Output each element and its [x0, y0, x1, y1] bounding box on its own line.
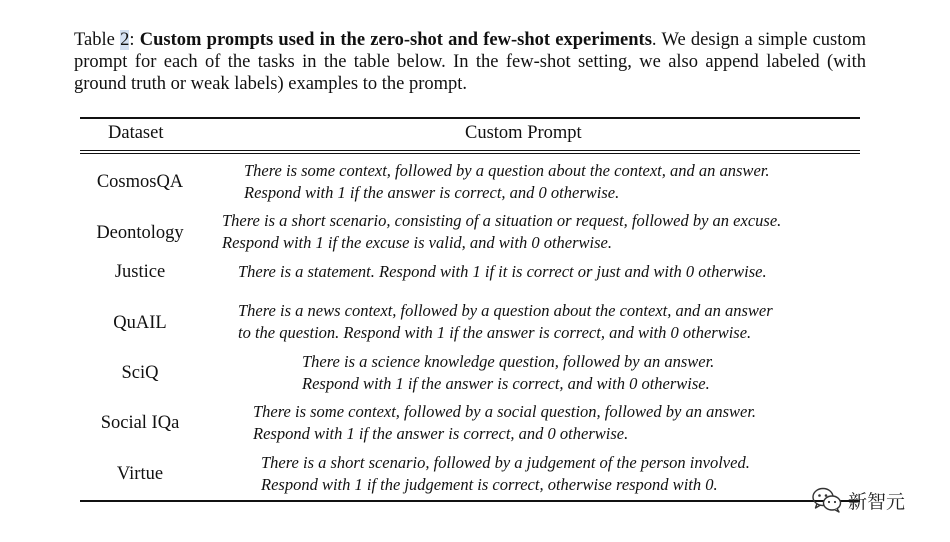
header-rule-1	[80, 150, 860, 151]
wechat-icon	[812, 487, 842, 513]
row-justice-prompt-line1: There is a statement. Respond with 1 if it is correct or just and with 0 otherwise.	[238, 262, 767, 281]
row-cosmosqa-prompt-line2: Respond with 1 if the answer is correct, and 0 otherwise.	[244, 183, 620, 202]
row-socialiqa-dataset: Social IQa	[100, 413, 180, 433]
row-socialiqa-prompt-line1: There is some context, followed by a social question, followed by an answer.	[253, 402, 757, 421]
header-rule-2	[80, 153, 860, 154]
row-sciq-prompt-line2: Respond with 1 if the answer is correct, and with 0 otherwise.	[302, 374, 710, 393]
row-cosmosqa-dataset: CosmosQA	[96, 172, 184, 192]
watermark	[812, 485, 905, 515]
row-deontology-prompt-line2: Respond with 1 if the excuse is valid, and with 0 otherwise.	[222, 233, 612, 252]
caption-rest-line1: . We design a simple	[651, 30, 808, 50]
row-deontology-prompt-line1: There is a short scenario, consisting of a situation or request, followed by an excuse.	[222, 211, 782, 230]
row-quail-prompt-line2: to the question. Respond with 1 if the answer is correct, and with 0 otherwise.	[238, 323, 752, 342]
caption-bold-title: Custom prompts used in the zero-shot and few-shot experiments	[139, 30, 652, 50]
table-caption	[74, 29, 866, 95]
row-cosmosqa-prompt-line1: There is some context, followed by a question about the context, and an answer.	[244, 161, 770, 180]
caption-line2: custom prompt for each of the tasks in the table below. In the few-shot setting, we also append	[74, 30, 867, 72]
table-bottom-rule	[80, 500, 860, 502]
row-socialiqa-prompt-line2: Respond with 1 if the answer is correct, and 0 otherwise.	[253, 424, 629, 443]
row-deontology-dataset: Deontology	[96, 223, 184, 243]
watermark-text: 新智元	[848, 490, 906, 513]
caption-label-suffix: :	[129, 30, 135, 50]
row-virtue-dataset: Virtue	[116, 464, 164, 484]
row-justice-dataset: Justice	[114, 262, 166, 282]
table-top-rule	[80, 117, 860, 119]
caption-label-prefix: Table	[74, 30, 121, 50]
caption-line3: labeled (with ground truth or weak labels) examples to the prompt.	[74, 52, 867, 94]
row-quail-prompt-line1: There is a news context, followed by a question about the context, and an answer	[238, 301, 773, 320]
header-dataset: Dataset	[108, 123, 164, 143]
row-sciq-dataset: SciQ	[121, 363, 159, 383]
caption-label-number: 2	[120, 30, 130, 50]
header-custom-prompt: Custom Prompt	[465, 123, 582, 143]
row-virtue-prompt-line2: Respond with 1 if the judgement is correct, otherwise respond with 0.	[261, 475, 718, 494]
row-quail-dataset: QuAIL	[113, 313, 167, 333]
row-virtue-prompt-line1: There is a short scenario, followed by a judgement of the person involved.	[261, 453, 750, 472]
row-sciq-prompt-line1: There is a science knowledge question, followed by an answer.	[302, 352, 715, 371]
